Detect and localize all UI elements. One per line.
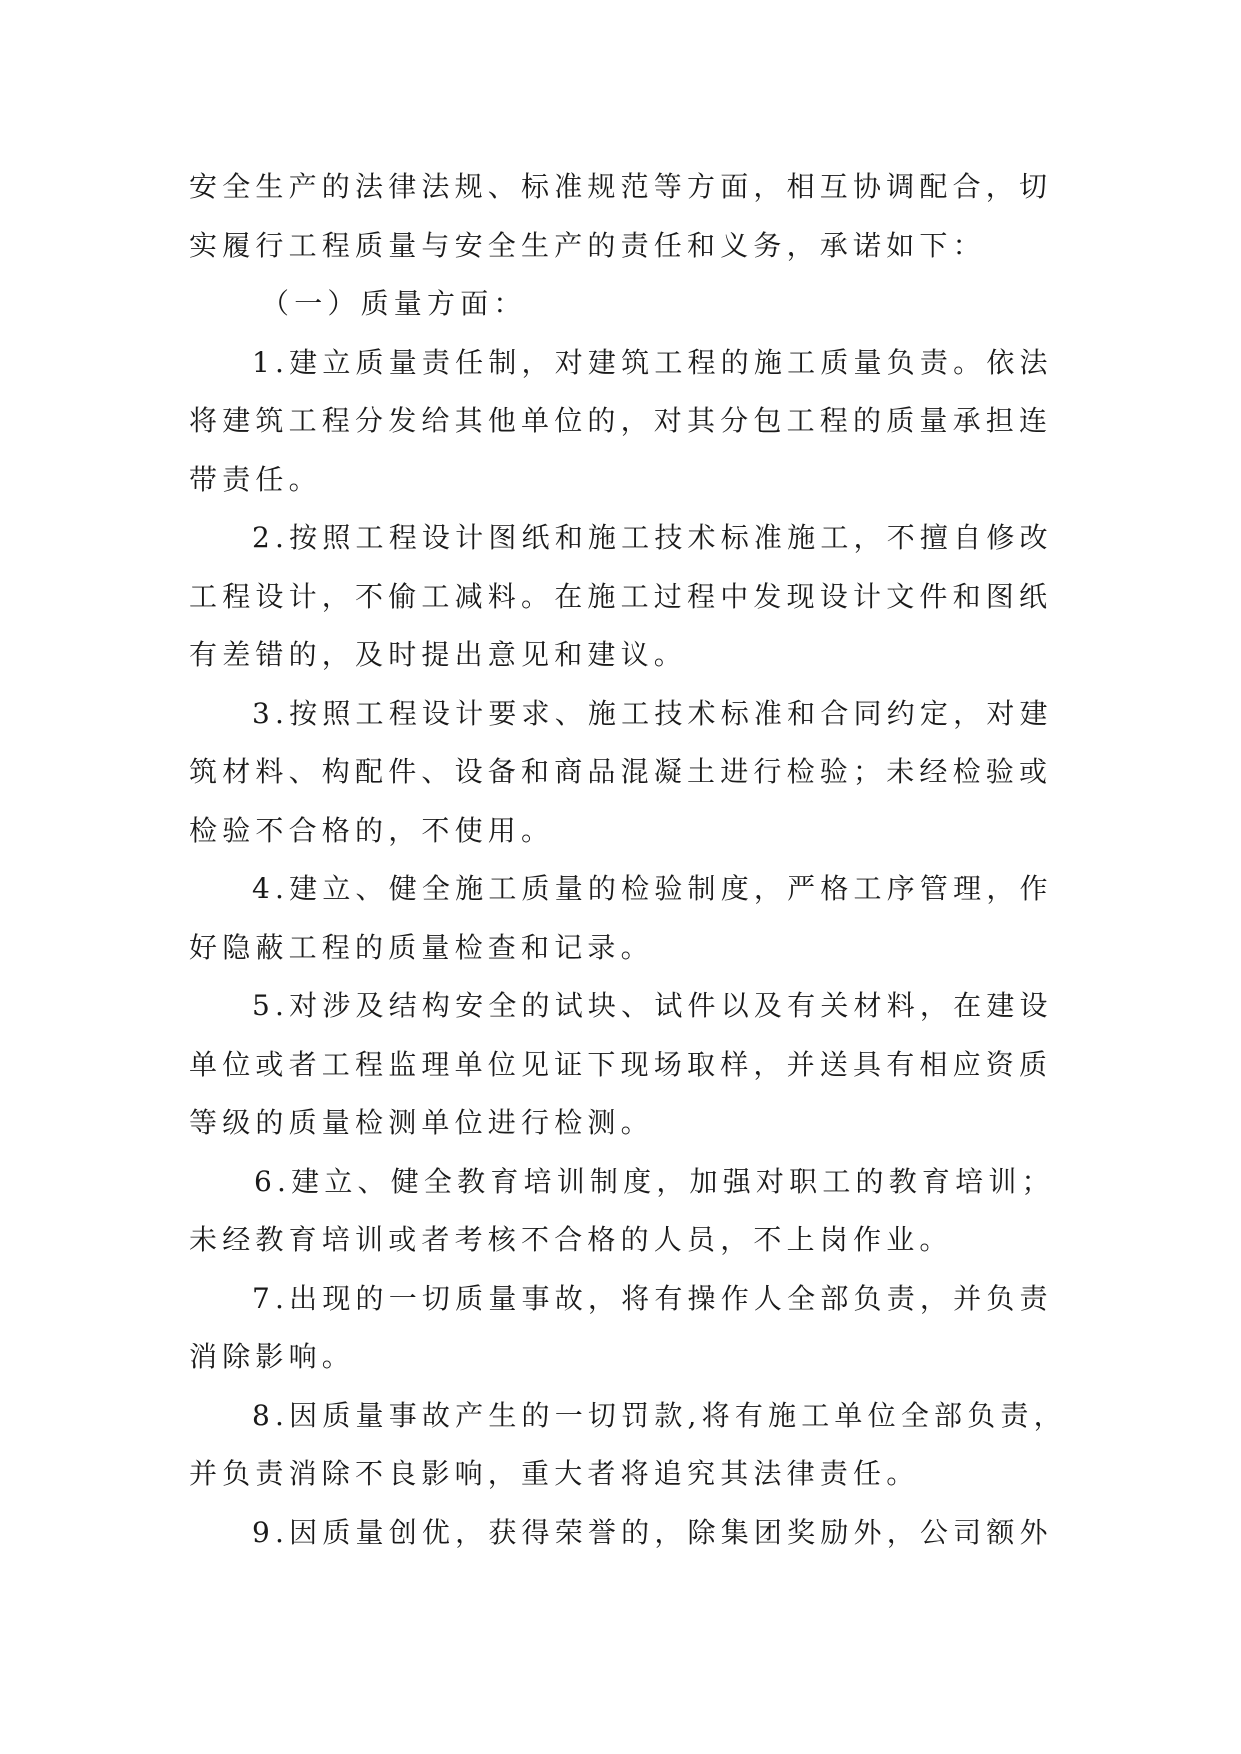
list-item: [189, 860, 1057, 977]
list-item: [189, 977, 1057, 1153]
paragraph-line: 并负责消除不良影响，重大者将追究其法律责任。: [189, 1457, 920, 1490]
paragraph-line: 等级的质量检测单位进行检测。: [189, 1106, 654, 1139]
paragraph-line: 1.建立质量责任制，对建筑工程的施工质量负责。依法: [252, 345, 1053, 379]
list-item: [189, 509, 1057, 685]
intro-line: 安全生产的法律法规、标准规范等方面，相互协调配合，切: [189, 170, 1053, 203]
list-item: [189, 685, 1057, 861]
paragraph-line: 单位或者工程监理单位见证下现场取样，并送具有相应资质: [189, 1047, 1053, 1081]
paragraph-line: 将建筑工程分发给其他单位的，对其分包工程的质量承担连: [189, 404, 1053, 437]
document-body: [189, 158, 1067, 1562]
list-item: [189, 1387, 1067, 1504]
paragraph-line: 2.按照工程设计图纸和施工技术标准施工，不擅自修改: [252, 521, 1053, 554]
paragraph-line: 9.因质量创优，获得荣誉的，除集团奖励外，公司额外: [252, 1515, 1053, 1549]
list-item: [189, 1153, 1057, 1270]
paragraph-line: 筑材料、构配件、设备和商品混凝土进行检验；未经检验或: [189, 755, 1053, 788]
intro-line: 实履行工程质量与安全生产的责任和义务，承诺如下：: [189, 228, 986, 262]
paragraph-line: 6.建立、健全教育培训制度，加强对职工的教育培训；: [254, 1164, 1055, 1198]
list-item: [189, 334, 1057, 510]
paragraph-line: 未经教育培训或者考核不合格的人员，不上岗作业。: [189, 1223, 953, 1256]
paragraph-line: 3.按照工程设计要求、施工技术标准和合同约定，对建: [252, 696, 1053, 730]
paragraph-line: 4.建立、健全施工质量的检验制度，严格工序管理，作: [252, 872, 1053, 905]
paragraph-line: 带责任。: [189, 462, 322, 496]
paragraph-line: 检验不合格的，不使用。: [189, 813, 555, 847]
paragraph-line: 好隐蔽工程的质量检查和记录。: [189, 930, 654, 964]
paragraph-line: 工程设计，不偷工减料。在施工过程中发现设计文件和图纸: [189, 579, 1053, 613]
paragraph-line: 7.出现的一切质量事故，将有操作人全部负责，并负责: [252, 1281, 1053, 1315]
paragraph-line: 有差错的，及时提出意见和建议。: [189, 638, 688, 671]
list-item: [189, 1270, 1057, 1387]
paragraph-line: 8.因质量事故产生的一切罚款,将有施工单位全部负责，: [252, 1398, 1067, 1432]
section-heading: （一）质量方面：: [261, 287, 527, 320]
paragraph-line: 5.对涉及结构安全的试块、试件以及有关材料，在建设: [252, 989, 1053, 1022]
list-item: [189, 1504, 1057, 1563]
paragraph-line: 消除影响。: [189, 1340, 356, 1373]
